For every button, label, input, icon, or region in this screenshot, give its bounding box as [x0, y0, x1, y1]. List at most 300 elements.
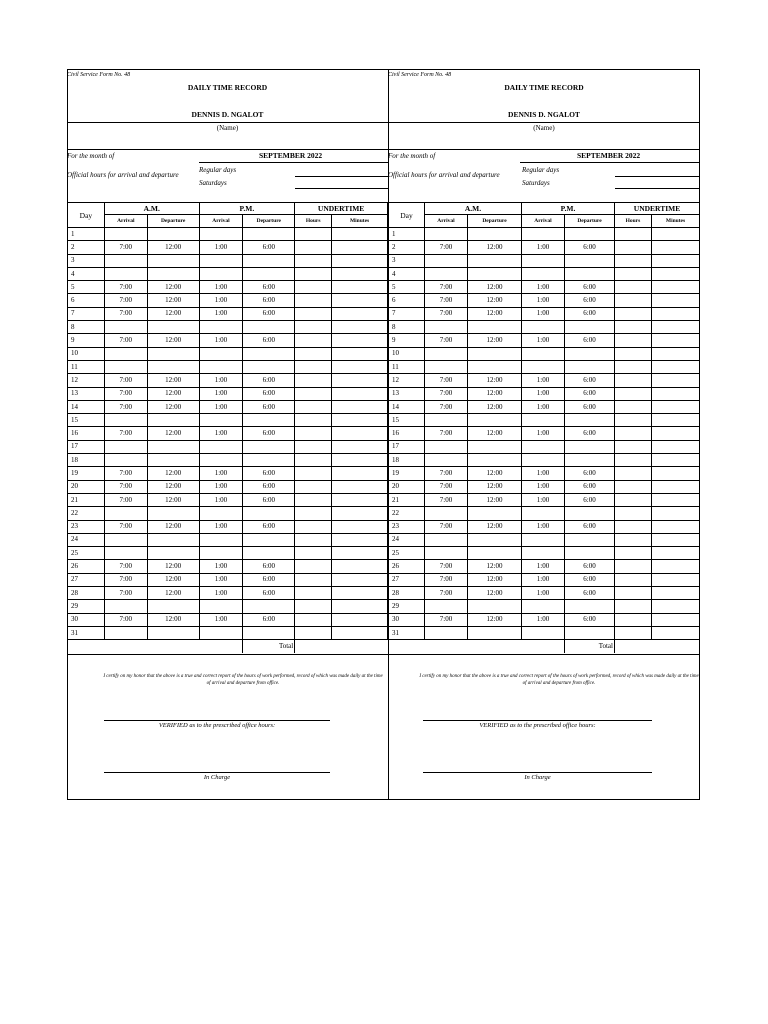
pm-arrival-cell — [522, 414, 565, 427]
pm-departure-cell — [565, 267, 615, 280]
pm-arrival-cell — [199, 454, 243, 467]
pm-arrival-cell: 1:00 — [522, 241, 565, 254]
am-departure-cell: 12:00 — [468, 480, 522, 493]
am-arrival-cell: 7:00 — [425, 241, 468, 254]
undertime-minutes-cell — [652, 387, 700, 400]
employee-name: DENNIS D. NGALOT — [191, 110, 264, 119]
table-row — [389, 294, 700, 307]
am-departure-cell — [147, 454, 199, 467]
day-cell: 9 — [68, 334, 105, 347]
undertime-minutes-cell — [652, 374, 700, 387]
am-arrival-cell: 7:00 — [104, 587, 147, 600]
table-row — [389, 507, 700, 520]
table-row — [389, 307, 700, 320]
am-departure-cell: 12:00 — [147, 493, 199, 506]
pm-arrival-cell: 1:00 — [522, 387, 565, 400]
undertime-minutes-cell — [652, 467, 700, 480]
table-row — [389, 613, 700, 626]
table-row — [389, 241, 700, 254]
undertime-header: UNDERTIME — [295, 203, 388, 215]
am-arrival-cell — [425, 600, 468, 613]
am-departure-cell — [468, 626, 522, 639]
am-arrival-cell — [425, 626, 468, 639]
table-row — [389, 281, 700, 294]
pm-arrival-cell — [522, 440, 565, 453]
pm-arrival-cell — [199, 360, 243, 373]
day-cell: 17 — [389, 440, 425, 453]
undertime-minutes-cell — [652, 414, 700, 427]
pm-arrival-cell: 1:00 — [199, 334, 243, 347]
am-departure-cell — [147, 414, 199, 427]
pm-departure-cell — [243, 254, 295, 267]
undertime-minutes-cell — [652, 334, 700, 347]
day-cell: 27 — [389, 573, 425, 586]
day-cell: 13 — [68, 387, 105, 400]
undertime-hours-cell — [615, 294, 652, 307]
undertime-hours-cell — [295, 480, 332, 493]
pm-arrival-cell: 1:00 — [199, 307, 243, 320]
total-spacer — [68, 640, 243, 653]
am-departure-cell — [468, 360, 522, 373]
undertime-hours-cell — [615, 573, 652, 586]
pm-header: P.M. — [522, 203, 615, 215]
undertime-hours-cell — [615, 374, 652, 387]
am-arrival-cell — [104, 321, 147, 334]
am-departure-cell: 12:00 — [147, 573, 199, 586]
pm-departure-cell — [243, 626, 295, 639]
pm-arrival-cell — [199, 267, 243, 280]
am-arrival-cell — [425, 507, 468, 520]
undertime-minutes-cell — [332, 560, 388, 573]
table-row — [389, 626, 700, 639]
day-cell: 14 — [68, 400, 105, 413]
day-cell: 16 — [389, 427, 425, 440]
undertime-minutes-cell — [652, 587, 700, 600]
day-cell: 13 — [389, 387, 425, 400]
pm-arrival-cell: 1:00 — [522, 520, 565, 533]
undertime-minutes-cell — [332, 626, 388, 639]
pm-departure-cell — [243, 533, 295, 546]
am-arrival-cell: 7:00 — [425, 374, 468, 387]
pm-departure-cell: 6:00 — [243, 573, 295, 586]
undertime-hours-cell — [615, 587, 652, 600]
undertime-minutes-cell — [652, 228, 700, 241]
pm-arrival-cell: 1:00 — [522, 281, 565, 294]
table-row — [389, 440, 700, 453]
am-arrival-cell — [425, 440, 468, 453]
day-cell: 27 — [68, 573, 105, 586]
pm-arrival-cell: 1:00 — [522, 400, 565, 413]
am-departure-cell — [468, 321, 522, 334]
pm-departure-cell — [565, 347, 615, 360]
table-body — [389, 228, 700, 640]
table-row — [68, 547, 388, 560]
table-row — [68, 241, 388, 254]
day-cell: 20 — [68, 480, 105, 493]
day-cell: 20 — [389, 480, 425, 493]
am-arrival-cell: 7:00 — [425, 573, 468, 586]
pm-header: P.M. — [199, 203, 295, 215]
table-row — [389, 454, 700, 467]
am-arrival-cell — [104, 414, 147, 427]
am-arrival-cell: 7:00 — [104, 307, 147, 320]
table-row — [389, 400, 700, 413]
name-underline — [67, 122, 388, 123]
table-row — [68, 427, 388, 440]
undertime-minutes-cell — [652, 427, 700, 440]
pm-departure-cell: 6:00 — [565, 613, 615, 626]
table-row — [389, 520, 700, 533]
am-arrival-cell: 7:00 — [425, 281, 468, 294]
undertime-minutes-cell — [652, 267, 700, 280]
am-departure-cell: 12:00 — [468, 294, 522, 307]
undertime-minutes-cell — [332, 254, 388, 267]
day-cell: 5 — [389, 281, 425, 294]
pm-departure-cell — [565, 414, 615, 427]
pm-departure-cell — [243, 360, 295, 373]
undertime-minutes-cell — [332, 307, 388, 320]
undertime-minutes-cell — [332, 228, 388, 241]
day-cell: 28 — [389, 587, 425, 600]
am-departure-cell: 12:00 — [147, 387, 199, 400]
table-row — [68, 387, 388, 400]
table-row — [389, 228, 700, 241]
pm-departure-cell — [243, 440, 295, 453]
undertime-hours-cell — [295, 520, 332, 533]
pm-departure-cell: 6:00 — [565, 294, 615, 307]
am-arrival-cell: 7:00 — [425, 307, 468, 320]
undertime-minutes-cell — [332, 321, 388, 334]
day-cell: 2 — [68, 241, 105, 254]
am-arrival-cell — [104, 547, 147, 560]
pm-arrival-cell: 1:00 — [199, 294, 243, 307]
undertime-hours-cell — [615, 547, 652, 560]
am-departure-cell — [147, 600, 199, 613]
undertime-hours-cell — [615, 613, 652, 626]
undertime-minutes-cell — [332, 281, 388, 294]
pm-departure-cell: 6:00 — [243, 334, 295, 347]
am-arrival-cell: 7:00 — [425, 334, 468, 347]
pm-arrival-cell: 1:00 — [199, 587, 243, 600]
day-cell: 17 — [68, 440, 105, 453]
month-value: SEPTEMBER 2022 — [259, 151, 323, 160]
day-cell: 8 — [68, 321, 105, 334]
pm-departure-cell: 6:00 — [565, 334, 615, 347]
pm-arrival-cell — [199, 440, 243, 453]
table-row — [68, 587, 388, 600]
am-arrival-cell — [425, 347, 468, 360]
am-arrival-cell: 7:00 — [425, 387, 468, 400]
pm-arrival-cell: 1:00 — [199, 493, 243, 506]
undertime-hours-cell — [295, 254, 332, 267]
table-row — [68, 374, 388, 387]
am-arrival-cell — [425, 547, 468, 560]
am-departure-cell: 12:00 — [147, 427, 199, 440]
table-row — [389, 321, 700, 334]
day-header: Day — [389, 203, 425, 228]
table-row — [68, 321, 388, 334]
undertime-minutes-cell — [332, 374, 388, 387]
table-row — [389, 480, 700, 493]
undertime-minutes-cell — [332, 533, 388, 546]
am-arrival-cell — [104, 454, 147, 467]
am-departure-cell: 12:00 — [468, 587, 522, 600]
table-row — [68, 533, 388, 546]
undertime-hours-cell — [295, 400, 332, 413]
day-cell: 12 — [68, 374, 105, 387]
am-departure-cell: 12:00 — [468, 573, 522, 586]
pm-departure-cell — [243, 454, 295, 467]
pm-departure-cell: 6:00 — [243, 374, 295, 387]
pm-arrival-cell: 1:00 — [522, 427, 565, 440]
undertime-minutes-cell — [332, 347, 388, 360]
pm-arrival-cell: 1:00 — [199, 241, 243, 254]
name-label: (Name) — [533, 124, 555, 132]
table-row — [68, 613, 388, 626]
certification-text: I certify on my honor that the above is a true and correct report of the hours of work performed, record of which was made daily at the time of arrival and departure from office. — [103, 674, 383, 686]
day-cell: 15 — [389, 414, 425, 427]
table-row — [389, 427, 700, 440]
day-cell: 18 — [68, 454, 105, 467]
table-row — [389, 334, 700, 347]
am-departure-header: Departure — [468, 215, 522, 228]
pm-departure-header: Departure — [243, 215, 295, 228]
undertime-minutes-cell — [652, 307, 700, 320]
day-cell: 31 — [68, 626, 105, 639]
undertime-hours-cell — [615, 347, 652, 360]
pm-arrival-header: Arrival — [199, 215, 243, 228]
undertime-hours-cell — [295, 587, 332, 600]
day-cell: 7 — [68, 307, 105, 320]
pm-arrival-cell — [522, 267, 565, 280]
undertime-hours-cell — [615, 414, 652, 427]
undertime-minutes-cell — [652, 321, 700, 334]
undertime-minutes-cell — [652, 533, 700, 546]
pm-arrival-cell: 1:00 — [199, 387, 243, 400]
undertime-hours-cell — [295, 241, 332, 254]
pm-arrival-cell: 1:00 — [199, 573, 243, 586]
pm-arrival-cell — [522, 600, 565, 613]
undertime-minutes-cell — [652, 573, 700, 586]
day-cell: 22 — [389, 507, 425, 520]
pm-departure-cell: 6:00 — [565, 480, 615, 493]
day-cell: 11 — [68, 360, 105, 373]
total-label: Total — [243, 640, 295, 653]
in-charge-label: In Charge — [524, 774, 551, 781]
undertime-hours-cell — [295, 387, 332, 400]
pm-departure-cell: 6:00 — [243, 560, 295, 573]
pm-departure-cell — [565, 507, 615, 520]
certification-text: I certify on my honor that the above is a true and correct report of the hours of work performed, record of which was made daily at the time of arrival and departure from office. — [419, 674, 699, 686]
pm-departure-cell: 6:00 — [243, 400, 295, 413]
day-cell: 24 — [389, 533, 425, 546]
form-number: Civil Service Form No. 48 — [67, 72, 131, 78]
pm-arrival-cell: 1:00 — [522, 480, 565, 493]
table-row — [389, 547, 700, 560]
month-label: For the month of — [388, 152, 436, 160]
am-arrival-cell: 7:00 — [104, 520, 147, 533]
undertime-hours-cell — [615, 493, 652, 506]
am-arrival-cell: 7:00 — [104, 294, 147, 307]
table-row — [389, 573, 700, 586]
am-arrival-cell: 7:00 — [104, 493, 147, 506]
undertime-hours-cell — [615, 254, 652, 267]
undertime-minutes-cell — [652, 547, 700, 560]
table-row — [68, 467, 388, 480]
day-cell: 23 — [68, 520, 105, 533]
pm-departure-header: Departure — [565, 215, 615, 228]
pm-arrival-cell: 1:00 — [522, 573, 565, 586]
pm-departure-cell — [243, 507, 295, 520]
undertime-minutes-cell — [652, 281, 700, 294]
day-cell: 5 — [68, 281, 105, 294]
table-row — [68, 480, 388, 493]
day-cell: 29 — [68, 600, 105, 613]
pm-arrival-cell: 1:00 — [522, 613, 565, 626]
day-cell: 4 — [389, 267, 425, 280]
pm-arrival-cell — [522, 626, 565, 639]
in-charge-label: In Charge — [203, 774, 231, 781]
am-departure-cell: 12:00 — [147, 480, 199, 493]
undertime-minutes-cell — [332, 334, 388, 347]
pm-departure-cell: 6:00 — [243, 427, 295, 440]
pm-departure-cell: 6:00 — [243, 467, 295, 480]
undertime-hours-cell — [295, 493, 332, 506]
pm-arrival-cell: 1:00 — [522, 307, 565, 320]
certification-line — [388, 654, 700, 655]
verified-label: VERIFIED as to the prescribed office hours: — [479, 722, 596, 729]
pm-departure-cell — [243, 600, 295, 613]
undertime-minutes-cell — [652, 507, 700, 520]
pm-departure-cell — [565, 360, 615, 373]
am-departure-cell: 12:00 — [147, 294, 199, 307]
day-cell: 19 — [389, 467, 425, 480]
day-cell: 30 — [389, 613, 425, 626]
pm-departure-cell: 6:00 — [243, 613, 295, 626]
pm-departure-cell: 6:00 — [243, 587, 295, 600]
day-cell: 10 — [389, 347, 425, 360]
day-cell: 24 — [68, 533, 105, 546]
day-cell: 1 — [68, 228, 105, 241]
am-arrival-cell: 7:00 — [425, 520, 468, 533]
day-cell: 4 — [68, 267, 105, 280]
day-cell: 10 — [68, 347, 105, 360]
table-row — [68, 520, 388, 533]
day-cell: 1 — [389, 228, 425, 241]
am-departure-cell: 12:00 — [147, 241, 199, 254]
am-departure-cell: 12:00 — [147, 400, 199, 413]
undertime-hours-cell — [295, 573, 332, 586]
am-departure-cell: 12:00 — [147, 560, 199, 573]
am-arrival-cell: 7:00 — [104, 387, 147, 400]
undertime-minutes-cell — [652, 613, 700, 626]
undertime-hours-cell — [615, 267, 652, 280]
am-arrival-cell: 7:00 — [104, 560, 147, 573]
am-departure-cell — [147, 547, 199, 560]
pm-arrival-cell — [522, 347, 565, 360]
undertime-hours-cell — [295, 547, 332, 560]
pm-departure-cell: 6:00 — [565, 560, 615, 573]
am-arrival-header: Arrival — [425, 215, 468, 228]
pm-arrival-cell — [199, 414, 243, 427]
table-row — [68, 360, 388, 373]
am-departure-cell — [147, 440, 199, 453]
am-departure-cell: 12:00 — [468, 467, 522, 480]
day-cell: 15 — [68, 414, 105, 427]
pm-arrival-cell — [522, 321, 565, 334]
pm-arrival-cell: 1:00 — [199, 427, 243, 440]
pm-arrival-cell: 1:00 — [199, 480, 243, 493]
am-arrival-cell — [425, 360, 468, 373]
month-label: For the month of — [67, 152, 115, 160]
undertime-minutes-cell — [332, 507, 388, 520]
pm-arrival-cell — [522, 228, 565, 241]
saturdays-label: Saturdays — [522, 179, 550, 187]
pm-departure-cell — [243, 347, 295, 360]
am-arrival-cell: 7:00 — [104, 334, 147, 347]
am-arrival-header: Arrival — [104, 215, 147, 228]
am-departure-cell — [147, 267, 199, 280]
table-row — [68, 294, 388, 307]
day-cell: 16 — [68, 427, 105, 440]
pm-departure-cell: 6:00 — [243, 241, 295, 254]
undertime-hours-cell — [295, 360, 332, 373]
pm-arrival-cell: 1:00 — [522, 467, 565, 480]
am-arrival-cell: 7:00 — [425, 560, 468, 573]
am-arrival-cell — [104, 347, 147, 360]
undertime-minutes-cell — [652, 347, 700, 360]
day-cell: 11 — [389, 360, 425, 373]
am-arrival-cell — [104, 267, 147, 280]
undertime-hours-cell — [295, 427, 332, 440]
regular-days-label: Regular days — [522, 166, 560, 174]
table-row — [68, 254, 388, 267]
day-cell: 28 — [68, 587, 105, 600]
am-departure-cell: 12:00 — [147, 520, 199, 533]
am-departure-cell — [468, 547, 522, 560]
undertime-hours-cell — [295, 414, 332, 427]
pm-arrival-cell — [199, 228, 243, 241]
table-row — [68, 560, 388, 573]
day-cell: 25 — [68, 547, 105, 560]
section-line — [388, 149, 700, 150]
am-departure-cell — [468, 254, 522, 267]
table-row — [68, 267, 388, 280]
am-arrival-cell — [104, 533, 147, 546]
minutes-header: Minutes — [652, 215, 700, 228]
pm-arrival-cell: 1:00 — [199, 520, 243, 533]
table-body — [68, 228, 388, 640]
in-charge-line — [104, 772, 330, 773]
am-departure-cell — [147, 228, 199, 241]
am-departure-cell — [147, 254, 199, 267]
table-row — [68, 281, 388, 294]
pm-arrival-cell: 1:00 — [522, 587, 565, 600]
pm-departure-cell: 6:00 — [243, 281, 295, 294]
undertime-hours-cell — [295, 440, 332, 453]
pm-departure-cell — [565, 547, 615, 560]
pm-departure-cell: 6:00 — [565, 281, 615, 294]
am-departure-cell: 12:00 — [468, 307, 522, 320]
pm-departure-cell — [243, 321, 295, 334]
table-row — [68, 400, 388, 413]
am-arrival-cell — [104, 228, 147, 241]
pm-departure-cell: 6:00 — [565, 307, 615, 320]
table-row — [389, 533, 700, 546]
pm-arrival-cell: 1:00 — [522, 493, 565, 506]
am-arrival-cell — [425, 414, 468, 427]
am-departure-cell — [147, 321, 199, 334]
